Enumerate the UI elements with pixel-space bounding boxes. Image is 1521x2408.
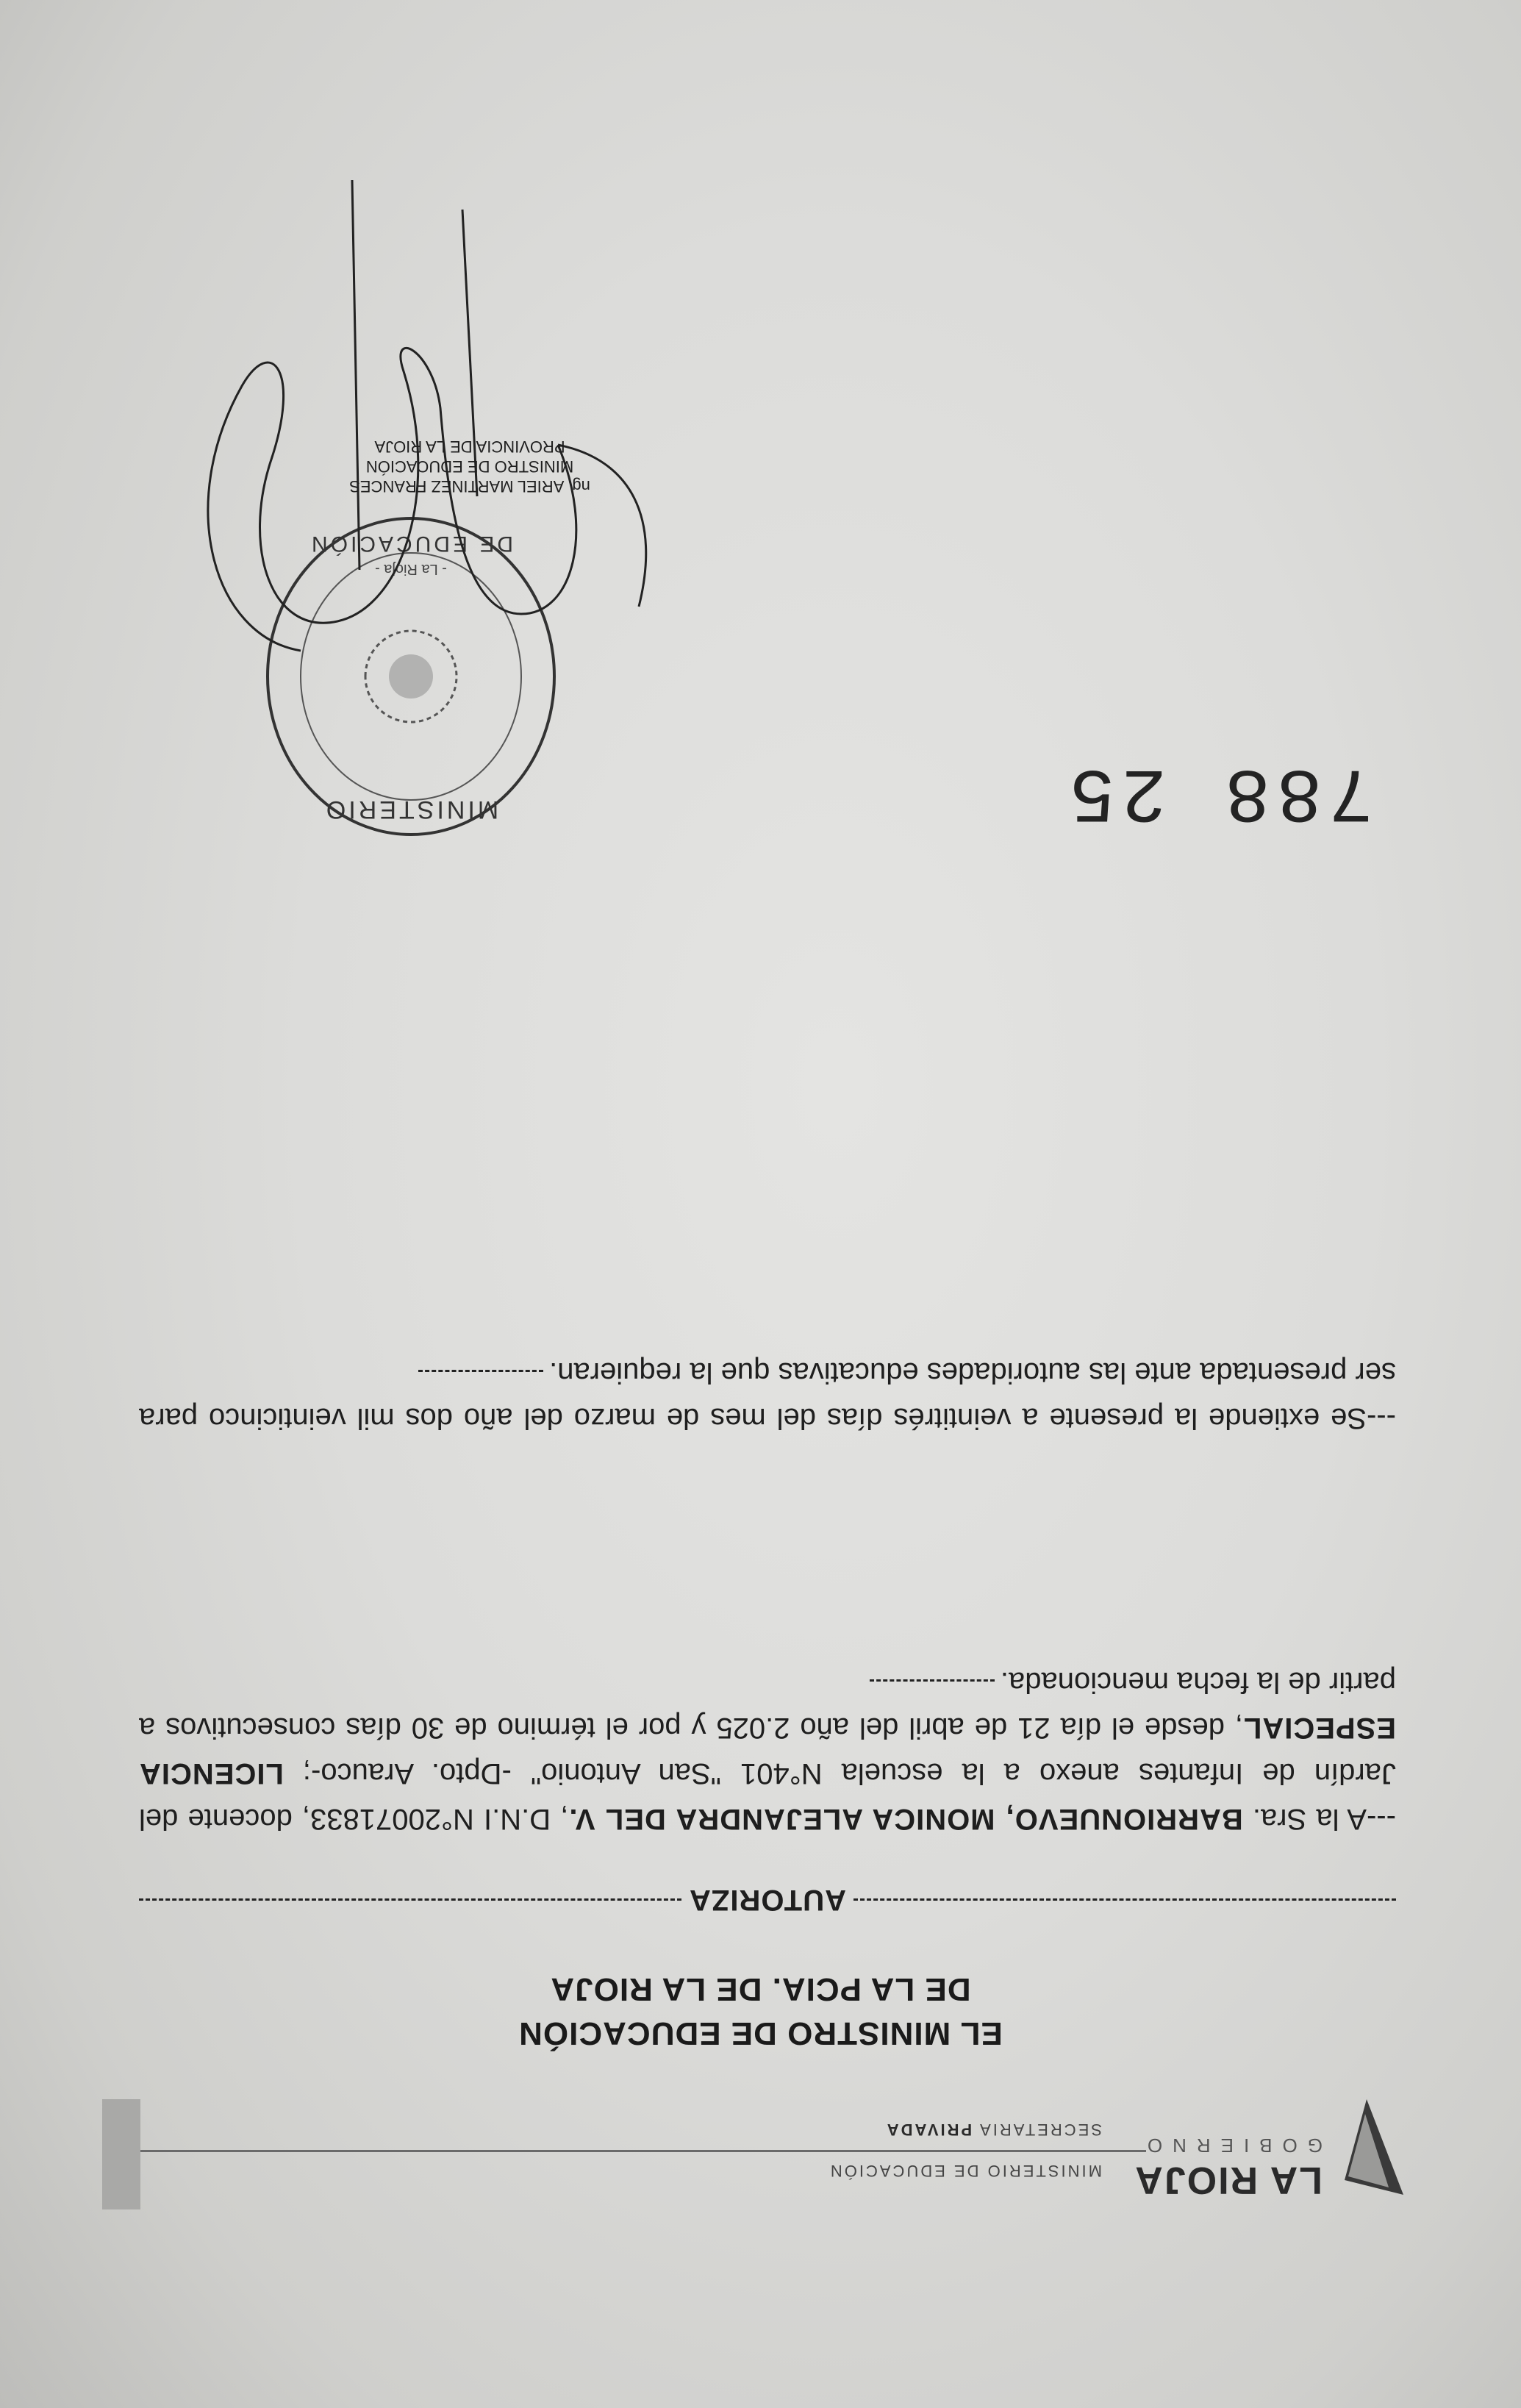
p1-suffix: , desde el día 21 de abril del año 2.025 y por el término de 30 días consecutivos a partir de la fecha mencionada. bbox=[139, 1666, 1396, 1744]
secretaria-prefix: SECRETARIA bbox=[978, 2121, 1102, 2139]
title-line-1: EL MINISTRO DE EDUCACIÓN bbox=[518, 2015, 1003, 2051]
secretaria-line bbox=[885, 2120, 1102, 2139]
authorize-line bbox=[139, 1877, 1396, 1923]
paragraph-1 bbox=[139, 1659, 1396, 1842]
gov-sub: GOBIERNO bbox=[1137, 2134, 1323, 2157]
p1-trailing-dashes bbox=[870, 1679, 995, 1682]
header-bar bbox=[102, 2099, 140, 2209]
p2-trailing-dashes bbox=[418, 1370, 543, 1372]
secretaria-bold: PRIVADA bbox=[884, 2121, 973, 2139]
p2-text: ---Se extiende la presente a veintitrés días del mes de marzo del año dos mil veinticinco para ser presentada ante las autoridades educativas que la requieran. bbox=[139, 1357, 1396, 1435]
header-rule bbox=[132, 2150, 1146, 2152]
sig-line-2: MINISTRO DE EDUCACIÓN bbox=[365, 457, 574, 476]
p1-license: LICENCIA ESPECIAL bbox=[139, 1712, 1396, 1790]
ministry-line: MINISTERIO DE EDUCACIÓN bbox=[828, 2162, 1102, 2180]
signature-stamp bbox=[286, 437, 654, 496]
p1-name: BARRIONUEVO, MONICA ALEJANDRA DEL V. bbox=[568, 1803, 1243, 1835]
seal-text-top: MINISTERIO bbox=[323, 796, 499, 823]
title-line-2: DE LA PCIA. DE LA RIOJA bbox=[550, 1971, 971, 2007]
p1-middle: , D.N.I N°20071833, docente del Jardín de Infantes anexo a la escuela N°401 "San Antonio" -Dpto. Arauco-; bbox=[138, 1757, 1396, 1835]
government-wordmark bbox=[1134, 2134, 1323, 2202]
seal-small-text: - La Rioja - bbox=[375, 561, 447, 577]
handwritten-signature-icon bbox=[154, 180, 683, 680]
dash-left bbox=[853, 1899, 1396, 1901]
gov-name: LA RIOJA bbox=[1134, 2159, 1323, 2201]
seal-text-bottom: DE EDUCACIÓN bbox=[308, 532, 514, 556]
sig-line-3: PROVINCIA DE LA RIOJA bbox=[374, 437, 565, 456]
dash-right bbox=[139, 1899, 681, 1901]
document-number: 788 25 bbox=[1063, 748, 1374, 835]
authorize-word: AUTORIZA bbox=[689, 1884, 846, 1916]
paragraph-2 bbox=[139, 1350, 1396, 1441]
p1-prefix: ---A la Sra. bbox=[1242, 1803, 1396, 1835]
sig-line-1: ng. ARIEL MARTINEZ FRANCES bbox=[349, 477, 590, 496]
letterhead bbox=[102, 2077, 1425, 2209]
